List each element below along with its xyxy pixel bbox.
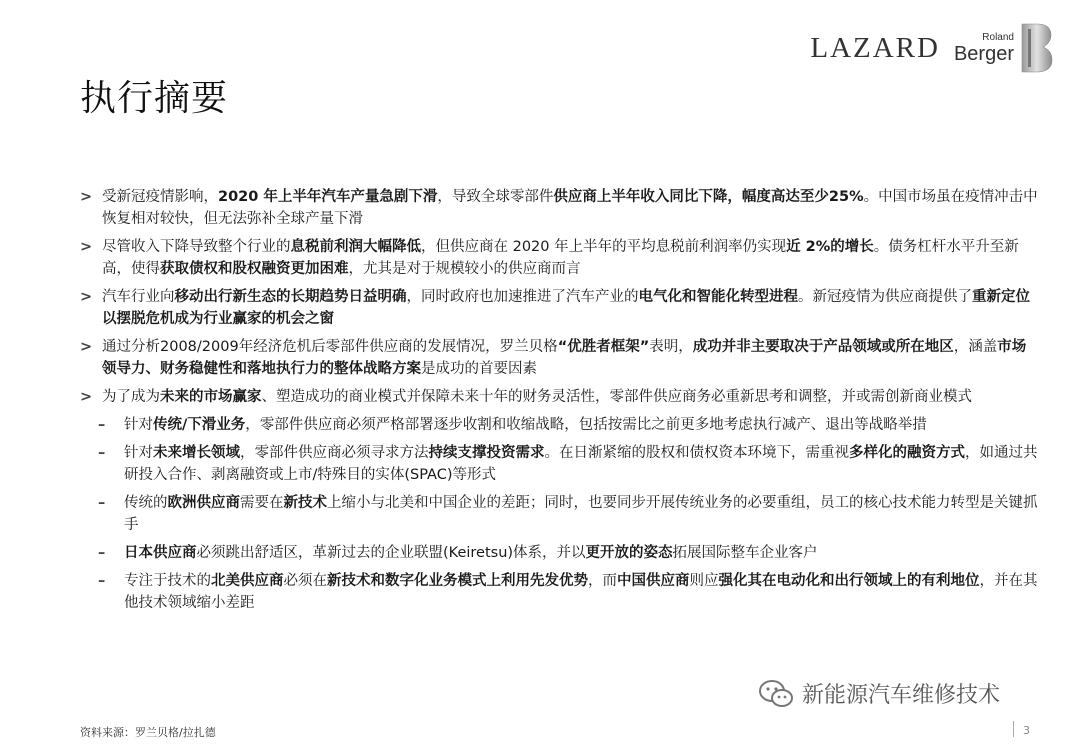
bold-text-segment: 电气化和智能化转型进程 — [638, 289, 798, 305]
chevron-marker: > — [80, 239, 93, 255]
text-segment: 受新冠疫情影响， — [102, 189, 218, 205]
bold-text-segment: 传统/下滑业务 — [153, 417, 246, 433]
chevron-marker: > — [80, 389, 93, 405]
wechat-watermark — [758, 678, 1000, 709]
text-segment: ，零部件供应商必须寻求方法 — [240, 445, 429, 461]
text-segment: ，而 — [588, 573, 617, 589]
page-number: 3 — [1023, 724, 1030, 737]
sub-bullet-item — [80, 414, 1040, 436]
bold-text-segment: 2020 年上半年汽车产量急剧下滑 — [218, 189, 438, 205]
text-segment: 。在日渐紧缩的股权和债权资本环境下，需重视 — [544, 445, 849, 461]
dash-marker: – — [98, 495, 106, 511]
bold-text-segment: 北美供应商 — [211, 573, 284, 589]
bullet-item — [80, 386, 1040, 408]
bullet-item — [80, 286, 1040, 330]
bold-text-segment: 未来的市场赢家 — [160, 389, 262, 405]
wechat-icon — [758, 679, 794, 709]
text-segment: 、塑造成功的商业模式并保障未来十年的财务灵活性，零部件供应商务必重新思考和调整，并或需创新商业模式 — [261, 389, 972, 405]
text-segment: ，如通过共研投入合作、剥离融资或上市/特殊目的实体(SPAC)等形式 — [124, 445, 1038, 483]
bold-text-segment: 日本供应商 — [124, 545, 197, 561]
source-note: 资料来源：罗兰贝格/拉扎德 — [80, 726, 216, 739]
text-segment: ，同时政府也加速推进了汽车产业的 — [406, 289, 639, 305]
text-segment: 汽车行业向 — [102, 289, 175, 305]
bold-text-segment: 近 2%的增长 — [786, 239, 874, 255]
sub-bullet-item — [80, 492, 1040, 536]
text-segment: ，导致全球零部件 — [437, 189, 554, 205]
sub-bullet-item — [80, 442, 1040, 486]
bold-text-segment: 新技术和数字化业务模式上利用先发优势 — [327, 573, 588, 589]
sub-bullet-item — [80, 542, 1040, 564]
bold-text-segment: 移动出行新生态的长期趋势日益明确 — [174, 289, 407, 305]
text-segment: 拓展国际整车企业客户 — [672, 545, 818, 561]
roland-word: Roland — [982, 31, 1014, 43]
text-segment: 需要在 — [240, 495, 284, 511]
text-segment: ，但供应商在 2020 年上半年的平均息税前利润率仍实现 — [421, 239, 787, 255]
watermark-text: 新能源汽车维修技术 — [802, 683, 1001, 708]
text-segment: ，尤其是对于规模较小的供应商而言 — [348, 261, 581, 277]
dash-marker: – — [98, 545, 106, 561]
bold-text-segment: 获取债权和股权融资更加困难 — [160, 261, 349, 277]
bullet-item — [80, 186, 1040, 230]
header-logos — [810, 22, 1054, 74]
text-segment: 。中国市场虽在疫情冲击中恢复相对较快，但无法弥补全球产量下滑 — [102, 189, 1038, 227]
text-segment: ，涵盖 — [953, 339, 998, 355]
page-number-divider — [1013, 721, 1014, 737]
bold-text-segment: 未来增长领域 — [153, 445, 240, 461]
text-segment: 是成功的首要因素 — [421, 361, 537, 377]
text-segment: 通过分析2008/2009年经济危机后零部件供应商的发展情况，罗兰贝格 — [102, 339, 558, 355]
roland-berger-wordmark — [954, 33, 1014, 64]
text-segment: 则应 — [689, 573, 719, 589]
bold-text-segment: 多样化的融资方式 — [849, 445, 965, 461]
bold-text-segment: 息税前利润大幅降低 — [290, 239, 421, 255]
summary-bullet-list — [80, 186, 1040, 620]
bullet-item — [80, 336, 1040, 380]
bold-text-segment: “优胜者框架” — [557, 339, 650, 355]
text-segment: 针对 — [124, 445, 153, 461]
bold-text-segment: 新技术 — [283, 495, 327, 511]
lazard-logo: LAZARD — [810, 31, 940, 64]
text-segment: 。债务杠杆水平升至新高，使得 — [102, 239, 1019, 277]
bold-text-segment: 中国供应商 — [617, 573, 690, 589]
berger-word: Berger — [953, 42, 1014, 65]
bold-text-segment: 欧洲供应商 — [167, 495, 240, 511]
text-segment: 专注于技术的 — [124, 573, 211, 589]
text-segment: 必须跳出舒适区，革新过去的企业联盟(Keiretsu)体系，并以 — [196, 545, 586, 561]
page-title: 执行摘要 — [80, 78, 229, 119]
sub-bullet-item — [80, 570, 1040, 614]
bold-text-segment: 成功并非主要取决于产品领域或所在地区 — [692, 339, 954, 355]
bold-text-segment: 更开放的姿态 — [585, 545, 673, 561]
bold-text-segment: 强化其在电动化和出行领域上的有利地位 — [718, 573, 980, 589]
bold-text-segment: 持续支撑投资需求 — [428, 445, 545, 461]
text-segment: ，零部件供应商必须严格部署逐步收割和收缩战略，包括按需比之前更多地考虑执行减产、退出等战略举措 — [245, 417, 927, 433]
text-segment: 上缩小与北美和中国企业的差距；同时，也要同步开展传统业务的必要重组，员工的核心技术能力转型是关键抓手 — [124, 495, 1038, 533]
dash-marker: – — [98, 417, 106, 433]
text-segment: 表明， — [649, 339, 693, 355]
bold-text-segment: 市场领导力、财务稳健性和落地执行力的整体战略方案 — [102, 339, 1027, 377]
dash-marker: – — [98, 445, 106, 461]
bullet-item — [80, 236, 1040, 280]
text-segment: 尽管收入下降导致整个行业的 — [102, 239, 291, 255]
bold-text-segment: 重新定位以摆脱危机成为行业赢家的机会之窗 — [102, 289, 1030, 327]
roland-berger-logo — [954, 22, 1054, 74]
text-segment: 针对 — [124, 417, 153, 433]
text-segment: 必须在 — [283, 573, 327, 589]
text-segment: 为了成为 — [102, 389, 160, 405]
text-segment: ，并在其他技术领域缩小差距 — [124, 573, 1038, 611]
text-segment: 传统的 — [124, 495, 168, 511]
chevron-marker: > — [80, 289, 93, 305]
chevron-marker: > — [80, 339, 93, 355]
chevron-marker: > — [80, 189, 93, 205]
dash-marker: – — [98, 573, 106, 589]
bold-text-segment: 供应商上半年收入同比下降，幅度高达至少25% — [553, 189, 864, 205]
roland-berger-b-icon — [1020, 22, 1054, 74]
text-segment: 。新冠疫情为供应商提供了 — [798, 289, 972, 305]
